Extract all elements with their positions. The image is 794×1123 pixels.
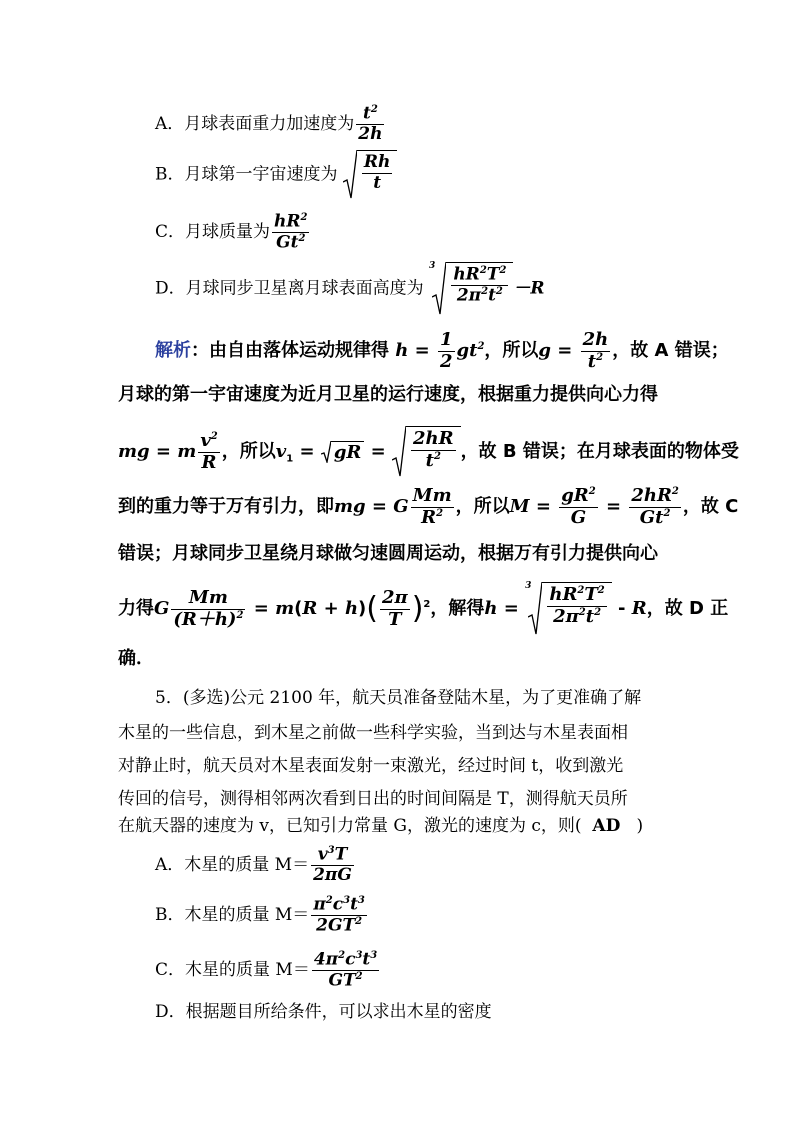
solution-line-4: 到的重力等于万有引力，即mg = G $\frac{Mm}{R^2}$ ，所以M = $\frac{gR^2}{G}$ = $\frac{2hR^2}{Gt^2}$ ，故 C [118, 485, 739, 528]
option-a [155, 104, 386, 145]
formula-a: $\frac{t^2}{2h}$ [358, 103, 383, 145]
formula-c: $\frac{hR^2}{Gt^2}$ [274, 211, 308, 253]
q5-number: 5． [155, 688, 183, 708]
q5-line-1: 5．(多选)公元 2100 年，航天员准备登陆木星，为了更准确了解 [155, 688, 642, 708]
solution-label: 解析 [155, 340, 191, 362]
q5-option-d: D．根据题目所给条件，可以求出木星的密度 [155, 1002, 492, 1022]
option-b-text: 月球第一宇宙速度为 [184, 164, 338, 185]
q5-formula-c: $\frac{4\pi^2c^3t^3}{GT^2}$ [313, 949, 378, 991]
solution-line-6: 力得G $\frac{Mm}{(R+h)^2}$ = m(R + h)( $\frac{2\pi}{T}$ )$^2$，解得h = 3 $\frac{hR^2T^2}{2\pi^2t^2}$ - R，故 D 正 [118, 582, 728, 636]
solution-line-7: 确． [118, 648, 154, 669]
formula-d: 3 $\frac{hR^2T^2}{2\pi^2t^2}$ [429, 262, 513, 316]
q5-option-b: B．木星的质量 M＝ $\frac{\pi^2c^3t^3}{2GT^2}$ [155, 894, 365, 936]
q5-formula-a: $\frac{v^3T}{2\pi G}$ [313, 844, 352, 886]
q5-tag: (多选) [182, 688, 231, 708]
option-c-text: 月球质量为 [185, 222, 271, 243]
q5-option-a: A．木星的质量 M＝ $\frac{v^3T}{2\pi G}$ [155, 844, 352, 886]
formula-b: $\frac{Rh}{t}$ [343, 150, 398, 200]
option-c [155, 212, 311, 253]
solution-text-1a: 由自由落体运动规律得 [209, 340, 389, 362]
q5-line-4: 传回的信号，测得相邻两次看到日出的时间间隔是 T，测得航天员所 [118, 789, 628, 809]
q5-line-5: 在航天器的速度为 v，已知引力常量 G，激光的速度为 c，则( AD ) [118, 816, 644, 836]
option-b-label: B． [155, 164, 185, 185]
q5-option-c: C．木星的质量 M＝ $\frac{4\pi^2c^3t^3}{GT^2}$ [155, 949, 378, 991]
option-d: D．月球同步卫星离月球表面高度为 3 $\frac{hR^2T^2}{2\pi^2t^2}$ －R [155, 262, 545, 316]
option-c-label: C． [155, 222, 186, 243]
option-d-label: D． [155, 278, 186, 299]
option-b [155, 150, 397, 200]
option-d-text: 月球同步卫星离月球表面高度为 [185, 278, 424, 299]
q5-line-2: 木星的一些信息，到木星之前做一些科学实验，当到达与木星表面相 [118, 723, 628, 743]
option-a-text: 月球表面重力加速度为 [184, 113, 355, 134]
solution-line-2: 月球的第一宇宙速度为近月卫星的运行速度，根据重力提供向心力得 [118, 384, 658, 405]
option-a-label: A． [155, 113, 185, 134]
q5-answer: AD [592, 816, 621, 836]
solution-line-5: 错误；月球同步卫星绕月球做匀速圆周运动，根据万有引力提供向心 [118, 543, 658, 564]
q5-formula-b: $\frac{\pi^2c^3t^3}{2GT^2}$ [313, 894, 365, 936]
q5-line-3: 对静止时，航天员对木星表面发射一束激光，经过时间 t，收到激光 [118, 756, 624, 776]
solution-line-3: mg = m $\frac{v^2}{R}$ ，所以$v_1$ = gR = $\frac{2hR}{t^2}$ ，故 B 错误；在月球表面的物体受 [118, 426, 739, 478]
solution-line-1: 解析：由自由落体运动规律得 h = $\frac{1}{2}$ $gt^2$，所以g = $\frac{2h}{t^2}$ ，故 A 错误； [155, 329, 729, 372]
